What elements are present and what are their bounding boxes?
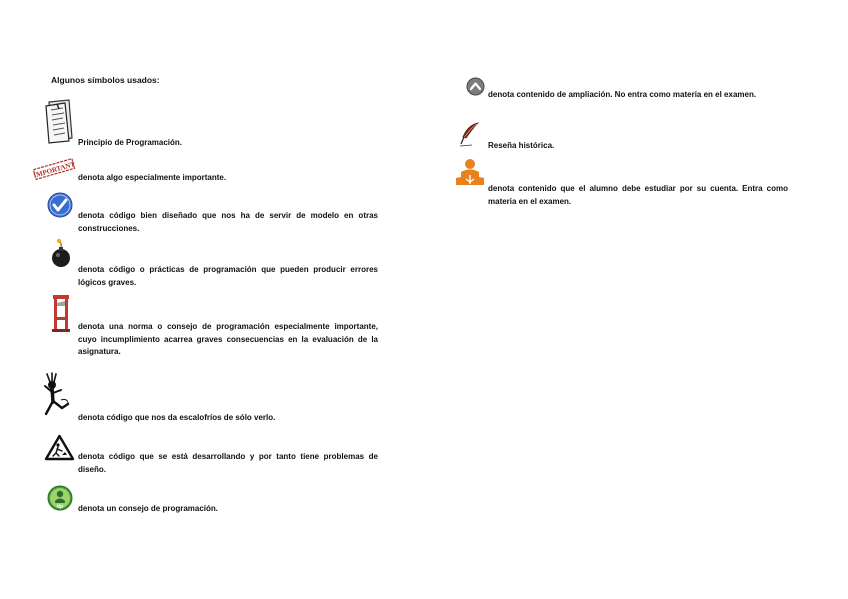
tip-badge-text: tip bbox=[56, 504, 64, 510]
symbol-description: Principio de Programación. bbox=[78, 138, 183, 147]
important-stamp-icon bbox=[32, 158, 76, 180]
student-reading-icon bbox=[455, 158, 485, 186]
quill-icon bbox=[458, 121, 480, 147]
symbol-description: denota una norma o consejo de programación especialmente importante, cuyo incumplimiento acarrea graves consecuencias en la evaluación de la asignatura. bbox=[78, 322, 378, 356]
paper-tablet-icon bbox=[43, 98, 76, 144]
scared-figure-icon bbox=[42, 372, 70, 416]
symbol-description: denota algo especialmente importante. bbox=[78, 173, 227, 182]
section-heading: Algunos símbolos usados: bbox=[51, 75, 160, 85]
symbol-description: denota contenido de ampliación. No entra como materia en el examen. bbox=[488, 90, 757, 99]
symbol-description: denota un consejo de programación. bbox=[78, 504, 219, 513]
bomb-icon bbox=[50, 238, 72, 268]
symbol-description: denota código que se está desarrollando y por tanto tiene problemas de diseño. bbox=[78, 452, 378, 474]
tip-badge-icon bbox=[47, 485, 73, 511]
symbol-description: denota contenido que el alumno debe estudiar por su cuenta. Entra como materia en el examen. bbox=[488, 184, 788, 206]
stamp-text: IMPORTANT bbox=[32, 160, 76, 180]
symbol-description: denota código bien diseñado que nos ha de servir de modelo en otras construcciones. bbox=[78, 211, 378, 233]
roadwork-sign-icon bbox=[44, 434, 75, 461]
check-badge-icon bbox=[47, 192, 73, 218]
symbol-description: Reseña histórica. bbox=[488, 141, 555, 150]
symbol-description: denota código que nos da escalofríos de sólo verlo. bbox=[78, 413, 276, 422]
expand-up-icon bbox=[466, 77, 485, 96]
symbol-description: denota código o prácticas de programación que pueden producir errores lógicos graves. bbox=[78, 265, 378, 287]
guillotine-icon bbox=[52, 294, 70, 332]
